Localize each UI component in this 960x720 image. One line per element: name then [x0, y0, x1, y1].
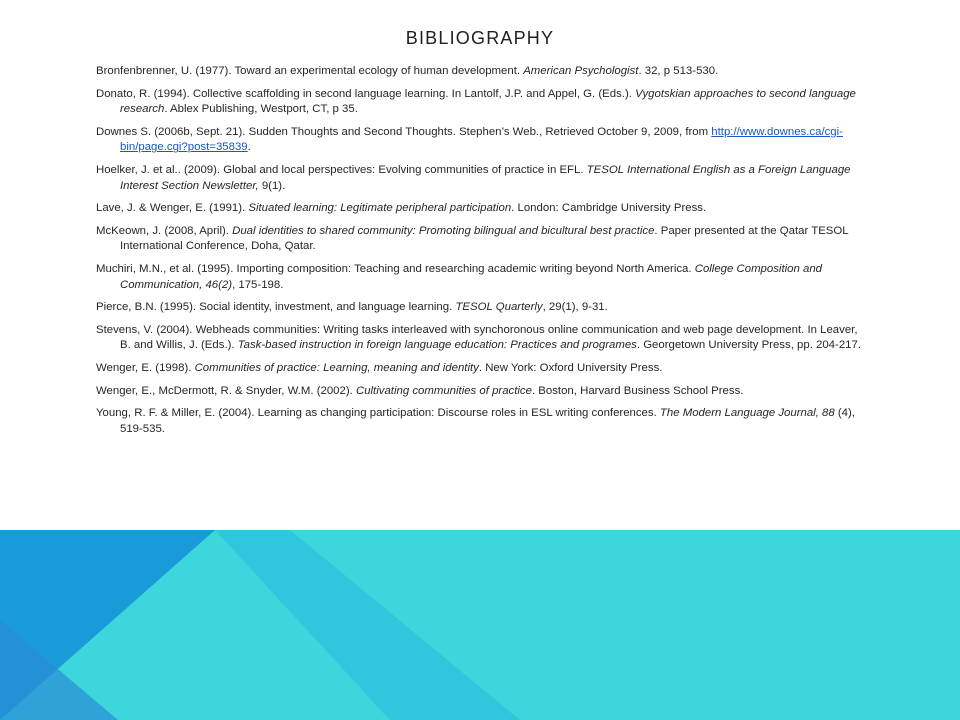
reference-entry: [96, 384, 864, 400]
reference-text: Stevens, V. (2004). Webheads communities: Writing tasks interleaved with synchoronous online communication and web page development. In Leaver, B. and Willis, J. (Eds.).: [96, 323, 858, 352]
reference-text-end: , 29(1), 9-31.: [542, 301, 608, 314]
decorative-band: [0, 530, 960, 720]
reference-entry: [96, 87, 864, 118]
reference-entry: [96, 125, 864, 156]
reference-text: Muchiri, M.N., et al. (1995). Importing composition: Teaching and researching academic writing beyond North America.: [96, 262, 695, 275]
reference-italic: Situated learning: Legitimate peripheral participation: [248, 202, 512, 215]
reference-text-end: . New York: Oxford University Press.: [478, 361, 663, 374]
reference-entry: [96, 323, 864, 354]
reference-text-end: , 175-198.: [232, 278, 284, 291]
reference-text: McKeown, J. (2008, April).: [96, 224, 233, 237]
reference-entry: [96, 201, 864, 217]
reference-entry: [96, 300, 864, 316]
reference-italic: TESOL International English as a Foreign Language Interest Section Newsletter,: [120, 163, 851, 192]
reference-list: [96, 64, 864, 444]
reference-italic: The Modern Language Journal, 88: [659, 407, 835, 420]
reference-entry: [96, 224, 864, 255]
reference-entry: [96, 262, 864, 293]
reference-italic: Communities of practice: Learning, meaning and identity: [194, 361, 479, 374]
reference-entry: [96, 406, 864, 437]
reference-italic: Task-based instruction in foreign language education: Practices and programes: [237, 339, 637, 352]
reference-italic: Cultivating communities of practice: [355, 384, 532, 397]
reference-trailing: .: [247, 141, 251, 154]
reference-text: Young, R. F. & Miller, E. (2004). Learning as changing participation: Discourse roles in ESL writing conferences.: [96, 407, 660, 420]
reference-text: Downes S. (2006b, Sept. 21). Sudden Thoughts and Second Thoughts. Stephen’s Web., Retrieved October 9, 2009, from: [96, 125, 712, 138]
page-title: BIBLIOGRAPHY: [405, 28, 555, 48]
reference-text-end: . London: Cambridge University Press.: [511, 202, 707, 215]
reference-italic: TESOL Quarterly: [455, 301, 543, 314]
reference-text-end: (4), 519-535.: [120, 407, 855, 435]
reference-text: Wenger, E. (1998).: [96, 361, 195, 374]
reference-italic: Dual identities to shared community: Promoting bilingual and bicultural best practice: [232, 224, 655, 237]
reference-text-end: . Paper presented at the Qatar TESOL International Conference, Doha, Qatar.: [120, 224, 849, 253]
reference-italic: American Psychologist: [523, 65, 639, 77]
reference-link[interactable]: http://www.downes.ca/cgi-bin/page.cgi?post=35839: [120, 125, 843, 154]
reference-text-end: . Georgetown University Press, pp. 204-217.: [636, 339, 861, 352]
reference-text: Lave, J. & Wenger, E. (1991).: [96, 202, 249, 215]
reference-entry: [96, 163, 864, 194]
reference-text-end: . 32, p 513-530.: [638, 65, 719, 77]
reference-text: Pierce, B.N. (1995). Social identity, investment, and language learning.: [96, 301, 456, 314]
reference-text-end: . Boston, Harvard Business School Press.: [531, 384, 744, 397]
reference-text: Hoelker, J. et al.. (2009). Global and local perspectives: Evolving communities of practice in EFL.: [96, 163, 587, 176]
reference-italic: Vygotskian approaches to second language research: [120, 87, 856, 116]
reference-text-end: 9(1).: [258, 179, 286, 192]
reference-text: Donato, R. (1994). Collective scaffolding in second language learning. In Lantolf, J.P. and Appel, G. (Eds.).: [96, 87, 636, 100]
reference-text: Bronfenbrenner, U. (1977). Toward an experimental ecology of human development.: [96, 65, 524, 77]
reference-entry: [96, 64, 864, 80]
reference-text-end: . Ablex Publishing, Westport, CT, p 35.: [164, 103, 358, 116]
reference-italic: College Composition and Communication, 46(2): [120, 262, 822, 291]
reference-text: Wenger, E., McDermott, R. & Snyder, W.M. (2002).: [96, 384, 356, 397]
reference-entry: [96, 361, 864, 377]
